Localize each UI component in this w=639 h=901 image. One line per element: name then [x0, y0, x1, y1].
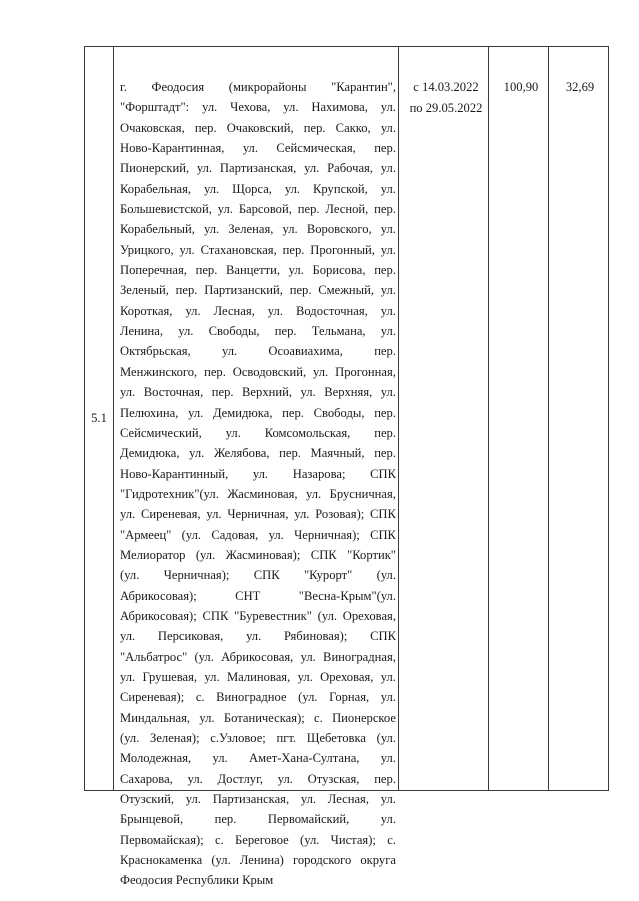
- column-divider: [398, 47, 399, 790]
- row-number: 5.1: [91, 411, 107, 426]
- description-line: Корабельный, ул. Зеленая, ул. Воровского, ул.: [120, 222, 396, 237]
- description-line: Сахарова, ул. Достлуг, ул. Отузская, пер.: [120, 771, 396, 786]
- description-line: "Форштадт": ул. Чехова, ул. Нахимова, ул.: [120, 100, 396, 115]
- description-line: Ленина, ул. Свободы, пер. Тельмана, ул.: [120, 324, 396, 339]
- description-line: "Армеец" (ул. Садовая, ул. Черничная); СПК: [120, 527, 396, 542]
- description-line: Поперечная, пер. Ванцетти, ул. Борисова, пер.: [120, 263, 396, 278]
- period-start: с 14.03.2022: [413, 80, 479, 94]
- description-line: ул. Сиреневая, ул. Черничная, ул. Розовая); СПК: [120, 507, 396, 522]
- description-line: Абрикосовая); СНТ "Весна-Крым"(ул.: [120, 588, 396, 603]
- description-line: Первомайская); с. Береговое (ул. Чистая); с.: [120, 832, 396, 847]
- column-divider: [488, 47, 489, 790]
- row-number-cell: [85, 47, 113, 790]
- territory-description-cell: [120, 77, 396, 891]
- description-line: Демидюка, ул. Желябова, пер. Маячный, пер.: [120, 446, 396, 461]
- column-divider: [113, 47, 114, 790]
- description-line: Абрикосовая); СПК "Буревестник" (ул. Ореховая,: [120, 608, 396, 623]
- description-line: Пелюхина, ул. Демидюка, пер. Свободы, пер.: [120, 405, 396, 420]
- description-line: "Альбатрос" (ул. Абрикосовая, ул. Виноградная,: [120, 649, 396, 664]
- value-1-cell: [491, 77, 551, 97]
- description-line: (ул. Зеленая); с.Узловое; пгт. Щебетовка (ул.: [120, 731, 396, 745]
- description-line: Сиреневая); с. Виноградное (ул. Горная, ул.: [120, 690, 396, 705]
- description-line: Брынцевой, пер. Первомайский, ул.: [120, 812, 396, 827]
- description-line: Молодежная, ул. Амет-Хана-Султана, ул.: [120, 751, 396, 766]
- description-line: Мелиоратор (ул. Жасминовая); СПК "Кортик": [120, 547, 396, 562]
- description-line: ул. Восточная, пер. Верхний, ул. Верхняя, ул.: [120, 385, 396, 400]
- description-line: Ново-Карантинная, ул. Сейсмическая, пер.: [120, 141, 396, 156]
- value-2: 32,69: [565, 80, 595, 94]
- description-line: Короткая, ул. Лесная, ул. Водосточная, ул.: [120, 303, 396, 318]
- description-line: Сейсмический, ул. Комсомольская, пер.: [120, 425, 396, 440]
- description-line: г. Феодосия (микрорайоны "Карантин",: [120, 80, 396, 94]
- table-row: [84, 46, 609, 888]
- column-divider: [548, 47, 549, 790]
- value-1: 100,90: [503, 80, 539, 94]
- description-line: Краснокаменка (ул. Ленина) городского округа: [120, 853, 396, 868]
- description-line: Зеленый, пер. Партизанский, пер. Смежный, ул.: [120, 283, 396, 298]
- description-line: Отузский, ул. Партизанская, ул. Лесная, ул.: [120, 792, 396, 807]
- description-line: Ново-Карантинный, ул. Назарова; СПК: [120, 466, 396, 481]
- description-line: Миндальная, ул. Ботаническая); с. Пионерское: [120, 710, 396, 725]
- description-line: Большевистской, ул. Барсовой, пер. Лесной, пер.: [120, 202, 396, 217]
- value-2-cell: [551, 77, 609, 97]
- description-line: Урицкого, ул. Стахановская, пер. Прогонный, ул.: [120, 242, 396, 257]
- description-line: Корабельная, ул. Щорса, ул. Крупской, ул.: [120, 181, 396, 196]
- description-line: ул. Грушевая, ул. Малиновая, ул. Ореховая, ул.: [120, 669, 396, 684]
- description-line: (ул. Черничная); СПК "Курорт" (ул.: [120, 568, 396, 583]
- description-line: Октябрьская, ул. Осоавиахима, пер.: [120, 344, 396, 359]
- period-cell: [402, 77, 490, 118]
- description-line: Менжинского, пер. Осводовский, ул. Прогонная,: [120, 364, 396, 379]
- description-line: Очаковская, пер. Очаковский, пер. Сакко, ул.: [120, 120, 396, 135]
- period-end: по 29.05.2022: [409, 100, 483, 115]
- description-line: Феодосия Республики Крым: [120, 873, 274, 888]
- description-line: "Гидротехник"(ул. Жасминовая, ул. Брусничная,: [120, 486, 396, 501]
- description-line: ул. Персиковая, ул. Рябиновая); СПК: [120, 629, 396, 644]
- description-line: Пионерский, ул. Партизанская, ул. Рабочая, ул.: [120, 161, 396, 176]
